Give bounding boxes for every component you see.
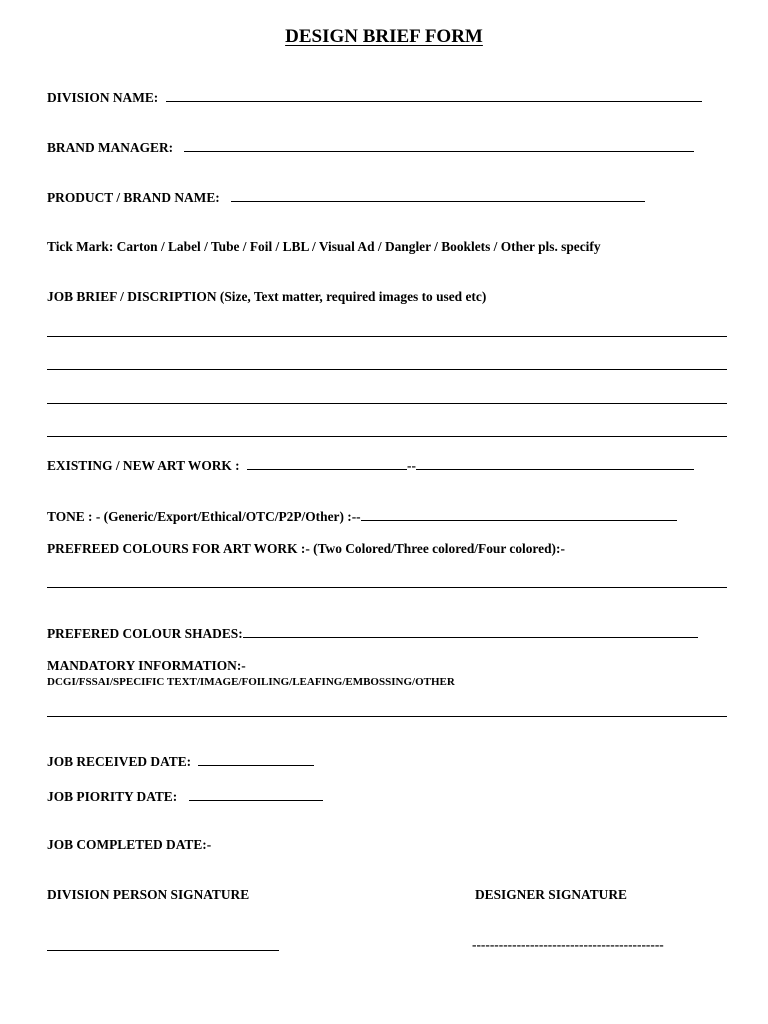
- job-brief-line-3[interactable]: [47, 403, 727, 404]
- mandatory-information-label: MANDATORY INFORMATION:-: [47, 658, 246, 673]
- mandatory-information-detail: DCGI/FSSAI/SPECIFIC TEXT/IMAGE/FOILING/LEAFING/EMBOSSING/OTHER: [47, 676, 455, 688]
- division-person-signature-line[interactable]: [47, 950, 279, 951]
- designer-signature-label: DESIGNER SIGNATURE: [475, 887, 627, 902]
- division-name-row: [47, 89, 702, 106]
- existing-new-art-work-label: EXISTING / NEW ART WORK :: [47, 458, 240, 473]
- tone-blank[interactable]: [361, 508, 677, 521]
- prefered-colour-shades-blank[interactable]: [243, 625, 698, 638]
- job-piority-date-blank[interactable]: [189, 788, 323, 801]
- tone-row: [47, 508, 677, 525]
- job-received-date-label: JOB RECEIVED DATE:: [47, 754, 192, 769]
- brand-manager-row: [47, 139, 694, 156]
- job-brief-line-4[interactable]: [47, 436, 727, 437]
- product-brand-name-row: [47, 189, 645, 206]
- form-title: DESIGN BRIEF FORM: [285, 26, 483, 47]
- division-name-blank[interactable]: [166, 89, 702, 102]
- division-person-signature-label: DIVISION PERSON SIGNATURE: [47, 887, 250, 902]
- job-received-date-row: [47, 753, 314, 770]
- job-received-date-blank[interactable]: [198, 753, 314, 766]
- job-piority-date-row: [47, 788, 323, 805]
- prefered-colour-shades-row: [47, 625, 698, 642]
- mandatory-information-line[interactable]: [47, 716, 727, 717]
- job-brief-line-1[interactable]: [47, 336, 727, 337]
- product-brand-name-label: PRODUCT / BRAND NAME:: [47, 190, 220, 205]
- existing-separator: --: [407, 458, 416, 473]
- prefreed-colours-label: PREFREED COLOURS FOR ART WORK :- (Two Colored/Three colored/Four colored):-: [47, 541, 565, 556]
- division-name-label: DIVISION NAME:: [47, 90, 159, 105]
- existing-new-art-work-row: [47, 457, 694, 474]
- brand-manager-blank[interactable]: [184, 139, 694, 152]
- new-art-work-blank[interactable]: [416, 457, 694, 470]
- brand-manager-label: BRAND MANAGER:: [47, 140, 174, 155]
- job-piority-date-label: JOB PIORITY DATE:: [47, 789, 178, 804]
- tick-mark-row: Tick Mark: Carton / Label / Tube / Foil / LBL / Visual Ad / Dangler / Booklets / Other pls. specify: [47, 239, 601, 254]
- job-completed-date-label: JOB COMPLETED DATE:-: [47, 837, 212, 852]
- job-brief-label: JOB BRIEF / DISCRIPTION (Size, Text matter, required images to used etc): [47, 289, 487, 304]
- job-brief-line-2[interactable]: [47, 369, 727, 370]
- prefreed-colours-line[interactable]: [47, 587, 727, 588]
- existing-art-work-blank[interactable]: [247, 457, 407, 470]
- tone-label: TONE : - (Generic/Export/Ethical/OTC/P2P/Other) :--: [47, 509, 361, 524]
- product-brand-name-blank[interactable]: [231, 189, 645, 202]
- designer-signature-line[interactable]: -------------------------------------------: [472, 937, 664, 952]
- prefered-colour-shades-label: PREFERED COLOUR SHADES:: [47, 626, 243, 641]
